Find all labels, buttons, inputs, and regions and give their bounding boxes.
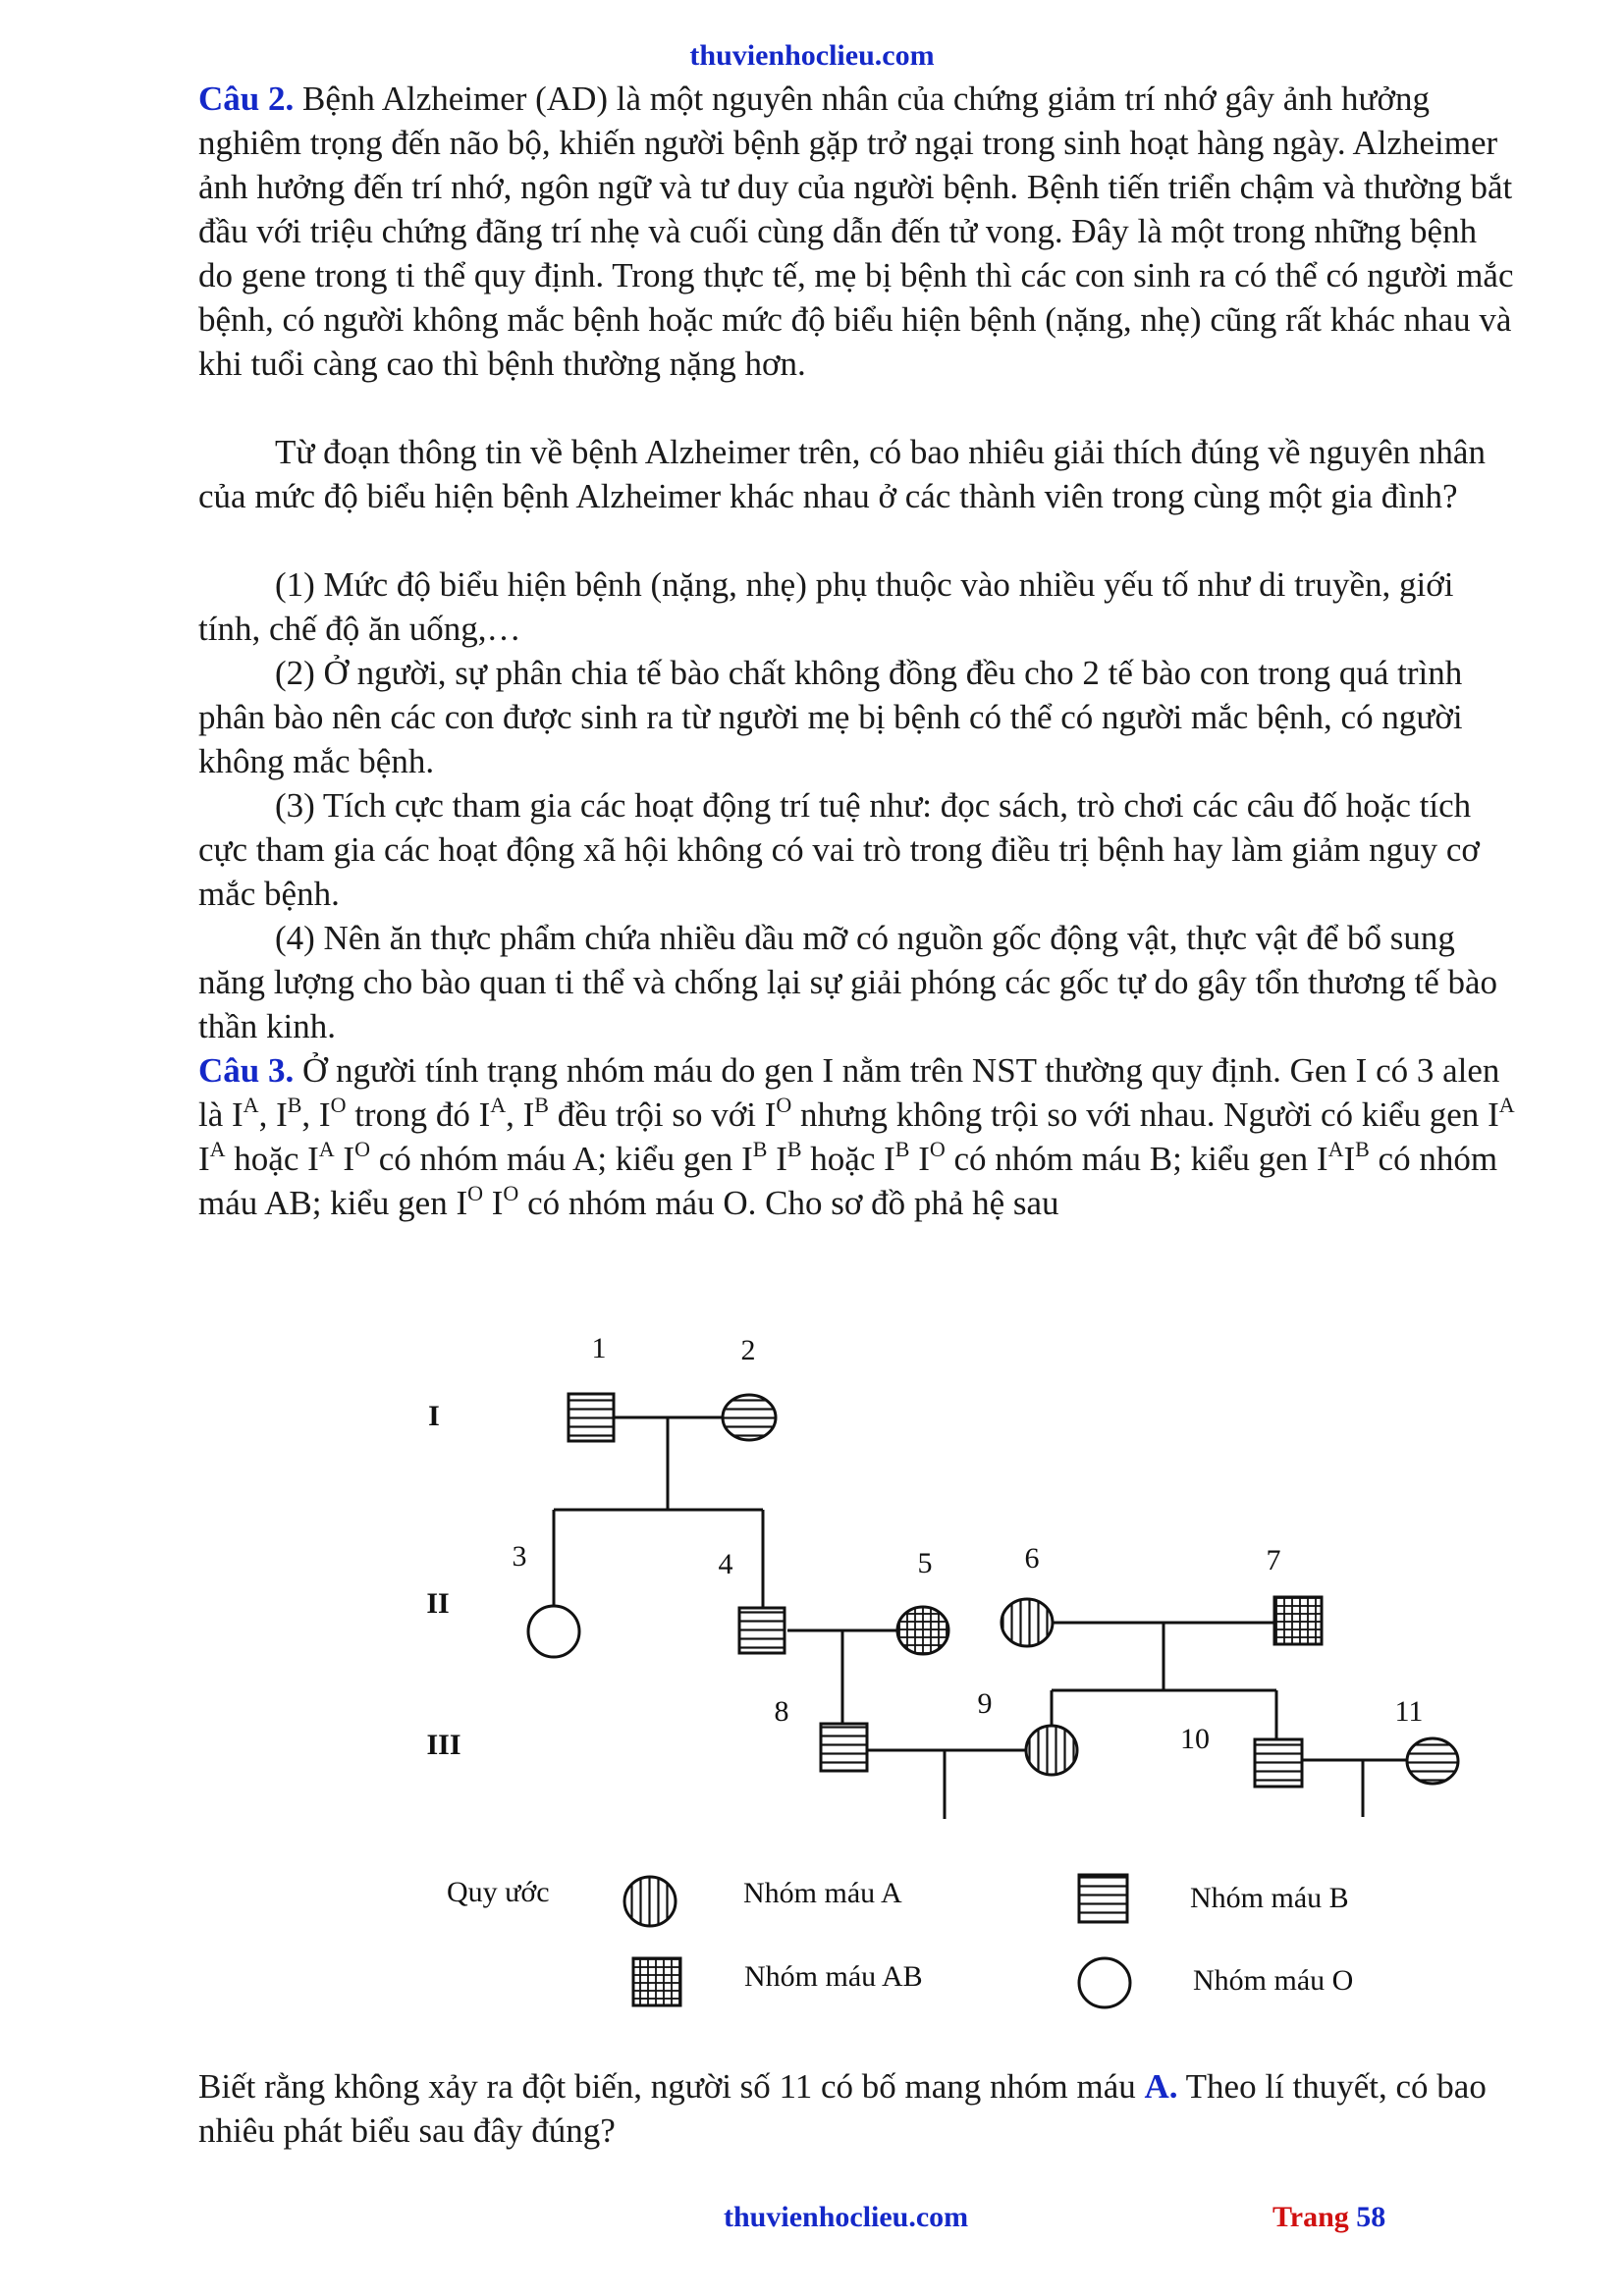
individual-number: 4 — [718, 1548, 733, 1580]
legend-title: Quy ước — [447, 1876, 550, 1908]
page-number-value: 58 — [1356, 2201, 1386, 2233]
q3-part: có nhóm máu B; kiểu gen — [945, 1140, 1317, 1178]
legend-b-label: Nhóm máu B — [1190, 1882, 1349, 1914]
closing-blood-type: A. — [1144, 2067, 1178, 2106]
site-footer: thuvienhoclieu.com — [724, 2201, 969, 2233]
closing-text: Biết rằng không xảy ra đột biến, người số 11 có bố mang nhóm máu — [198, 2067, 1145, 2106]
individual-number: 2 — [740, 1334, 756, 1366]
allele-sup: O — [467, 1181, 484, 1205]
individual-6-female-a — [1001, 1599, 1053, 1646]
legend — [447, 1875, 1353, 2007]
question-2-label: Câu 2. — [198, 80, 295, 118]
legend-o-symbol — [1079, 1958, 1130, 2007]
individual-7-male-ab — [1274, 1597, 1322, 1644]
q3-part: Ở người tính trạng nhóm máu do gen I nằm trên NST thường quy định. Gen I có 3 alen là — [198, 1051, 1500, 1134]
allele-sup: O — [503, 1181, 519, 1205]
allele-sup: B — [752, 1137, 768, 1161]
q3-part: có nhóm máu O. Cho sơ đồ phả hệ sau — [518, 1184, 1059, 1222]
individual-5-female-ab — [897, 1607, 948, 1654]
q3-part: hoặc — [225, 1140, 308, 1178]
allele-sup: O — [776, 1093, 792, 1117]
statement-2: (2) Ở người, sự phân chia tế bào chất không đồng đều cho 2 tế bào con trong quá trình phân bào nên các con được sinh ra từ người mẹ bị bệnh có thể có người mắc bệnh, có người không mắc bệnh. — [198, 654, 1463, 780]
generation-label: I — [428, 1400, 440, 1432]
allele-sup: B — [894, 1137, 910, 1161]
individual-4-male-b — [739, 1608, 785, 1653]
q3-part: có nhóm máu A; kiểu gen — [369, 1140, 742, 1178]
individual-number: 1 — [591, 1332, 607, 1364]
allele-sup: B — [287, 1093, 302, 1117]
allele-sup: O — [354, 1137, 370, 1161]
legend-a-symbol — [624, 1877, 676, 1926]
allele-sup: B — [1355, 1137, 1370, 1161]
gene-symbol: I — [478, 1095, 491, 1134]
gene-symbol: I — [198, 1140, 210, 1178]
gene-symbol: I — [318, 1095, 331, 1134]
q3-part: nhưng không trội so với nhau. Người có kiểu gen — [791, 1095, 1489, 1134]
closing-text: Theo lí thuyết, có bao nhiêu phát biểu sau đây đúng? — [198, 2067, 1487, 2150]
gene-symbol: I — [918, 1140, 930, 1178]
question-3-closing — [198, 2064, 1516, 2153]
individual-11-female-b — [1407, 1738, 1458, 1784]
individual-number: 3 — [512, 1540, 527, 1573]
gene-symbol: I — [764, 1095, 777, 1134]
statement-3: (3) Tích cực tham gia các hoạt động trí tuệ như: đọc sách, trò chơi các câu đố hoặc tích cực tham gia các hoạt động xã hội không có vai trò trong điều trị bệnh hay làm giảm nguy cơ mắc bệnh. — [198, 786, 1480, 913]
q3-part: có nhóm máu AB; kiểu gen — [198, 1140, 1498, 1222]
allele-sup: B — [534, 1093, 549, 1117]
allele-sup: B — [786, 1137, 802, 1161]
generation-label: III — [426, 1729, 461, 1761]
gene-symbol: I — [307, 1140, 319, 1178]
allele-sup: A — [209, 1137, 226, 1161]
gene-symbol: I — [232, 1095, 244, 1134]
allele-sup: A — [318, 1137, 335, 1161]
allele-sup: O — [929, 1137, 946, 1161]
question-2-prompt: Từ đoạn thông tin về bệnh Alzheimer trên, có bao nhiêu giải thích đúng về nguyên nhân của mức độ biểu hiện bệnh Alzheimer khác nhau ở các thành viên trong cùng một gia đình? — [198, 433, 1486, 515]
gene-symbol: I — [884, 1140, 895, 1178]
individual-number: 10 — [1180, 1723, 1210, 1755]
individual-9-female-a — [1026, 1726, 1077, 1775]
gene-symbol: I — [1343, 1140, 1356, 1178]
question-3-label: Câu 3. — [198, 1051, 295, 1090]
allele-sup: A — [243, 1093, 259, 1117]
legend-b-symbol — [1079, 1875, 1127, 1922]
gene-symbol: I — [491, 1184, 504, 1222]
gene-symbol: I — [456, 1184, 468, 1222]
individual-number: 6 — [1024, 1542, 1040, 1575]
site-header: thuvienhoclieu.com — [689, 39, 935, 72]
gene-symbol: I — [1316, 1140, 1328, 1178]
gene-symbol: I — [276, 1095, 288, 1134]
page-label: Trang — [1272, 2201, 1349, 2233]
allele-sup: A — [1327, 1137, 1344, 1161]
allele-sup: A — [490, 1093, 507, 1117]
legend-ab-symbol — [633, 1958, 680, 2005]
q3-part: đều trội so với — [548, 1095, 765, 1134]
page-number — [1272, 2201, 1385, 2234]
statement-4: (4) Nên ăn thực phẩm chứa nhiều dầu mỡ có nguồn gốc động vật, thực vật để bổ sung năng lượng cho bào quan ti thể và chống lại sự giải phóng các gốc tự do gây tổn thương tế bào thần kinh. — [198, 919, 1498, 1045]
individual-3-female-o — [528, 1606, 579, 1657]
legend-o-label: Nhóm máu O — [1193, 1964, 1354, 1997]
individual-8-male-b — [821, 1724, 867, 1771]
allele-sup: A — [1498, 1093, 1515, 1117]
generation-label: II — [426, 1587, 450, 1620]
legend-ab-label: Nhóm máu AB — [744, 1960, 923, 1993]
question-3-text: Câu 3. Ở người tính trạng nhóm máu do gen I nằm trên NST thường quy định. Gen I có 3 alen là $I^A$, $I^B$, $I^O$ trong đó $I^A$, $I^B$ đều trội so với $I^O$ nhưng không trội so với nhau. Người có kiểu gen $I^A$ $I^A$ hoặc $I^A$ $I^O$ có nhóm máu A; kiểu gen $I^B$ $I^B$ hoặc $I^B$ $I^O$ có nhóm máu B; kiểu gen $I^AI^B$ có nhóm máu AB; kiểu gen $I^O$ $I^O$ có nhóm máu O. Cho sơ đồ phả hệ sau — [198, 1051, 1515, 1222]
gene-symbol: I — [741, 1140, 753, 1178]
individual-number: 8 — [774, 1695, 789, 1728]
individual-number: 5 — [917, 1547, 933, 1579]
question-2-text: Bệnh Alzheimer (AD) là một nguyên nhân của chứng giảm trí nhớ gây ảnh hưởng nghiêm trọng đến não bộ, khiến người bệnh gặp trở ngại trong sinh hoạt hàng ngày. Alzheimer ảnh hưởng đến trí nhớ, ngôn ngữ và tư duy của người bệnh. Bệnh tiến triển chậm và thường bắt đầu với triệu chứng đãng trí nhẹ và cuối cùng dẫn đến tử vong. Đây là một trong những bệnh do gene trong ti thể quy định. Trong thực tế, mẹ bị bệnh thì các con sinh ra có thể có người mắc bệnh, có người không mắc bệnh hoặc mức độ biểu hiện bệnh (nặng, nhẹ) cũng rất khác nhau và khi tuổi càng cao thì bệnh thường nặng hơn. — [198, 80, 1514, 383]
individual-10-male-b — [1255, 1739, 1302, 1787]
allele-sup: O — [330, 1093, 347, 1117]
gene-symbol: I — [776, 1140, 787, 1178]
legend-a-label: Nhóm máu A — [743, 1877, 902, 1909]
individual-number: 11 — [1394, 1695, 1424, 1728]
individual-number: 9 — [977, 1687, 993, 1720]
statement-1: (1) Mức độ biểu hiện bệnh (nặng, nhẹ) phụ thuộc vào nhiều yếu tố như di truyền, giới tính, chế độ ăn uống,… — [198, 565, 1454, 648]
gene-symbol: I — [1488, 1095, 1499, 1134]
individual-2-female-b — [723, 1395, 776, 1440]
gene-symbol: I — [343, 1140, 355, 1178]
q3-part: trong đó — [346, 1095, 479, 1134]
individual-number: 7 — [1266, 1544, 1281, 1576]
gene-symbol: I — [522, 1095, 535, 1134]
individual-1-male-b — [568, 1394, 614, 1441]
q3-part: hoặc — [801, 1140, 885, 1178]
